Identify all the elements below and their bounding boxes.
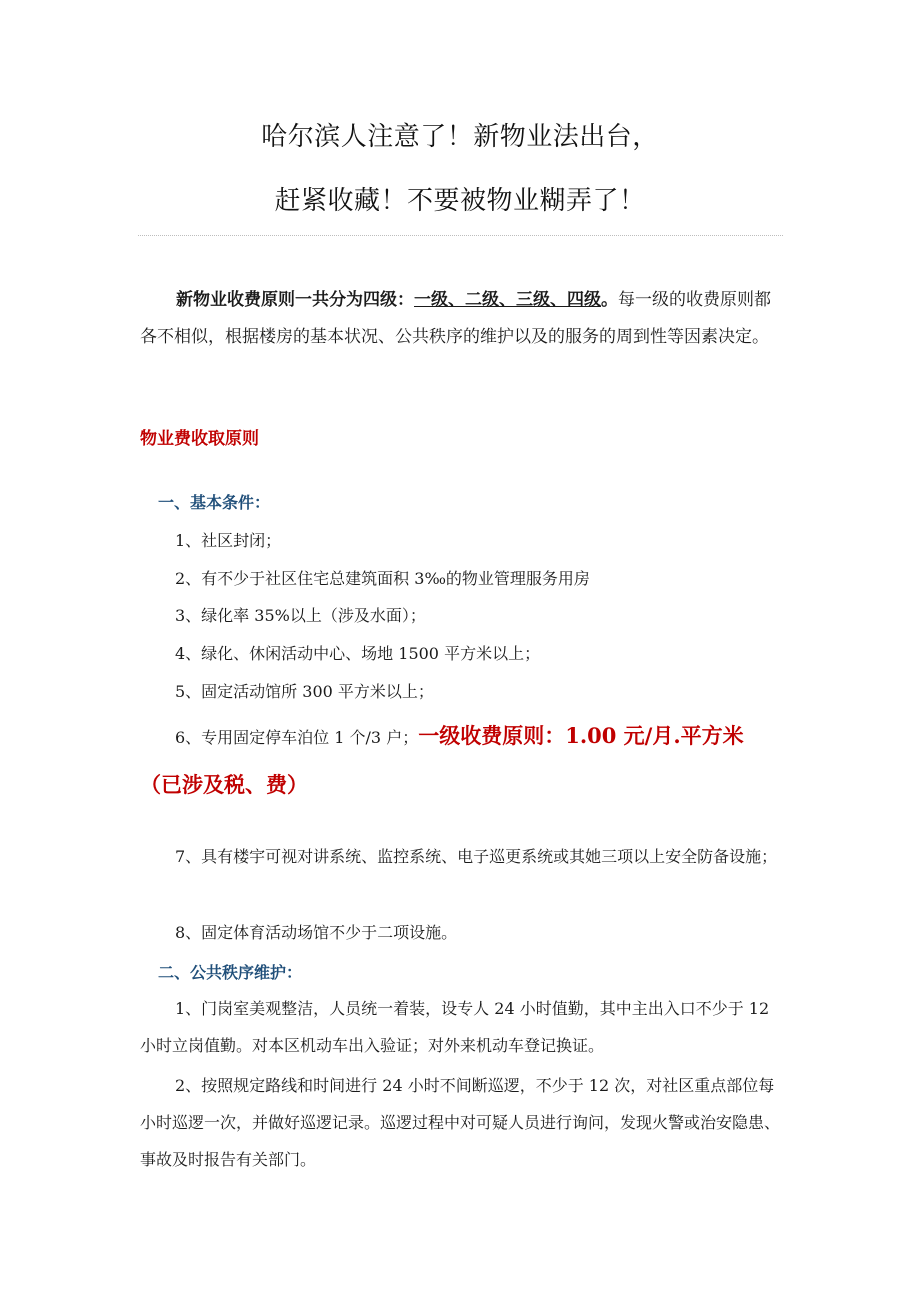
page-title-line-2: 赶紧收藏！不要被物业糊弄了！ [274, 186, 646, 216]
basic-item-6-text: 6、专用固定停车泊位 1 个/3 户； [175, 728, 419, 747]
basic-item-5: 5、固定活动馆所 300 平方米以上； [175, 682, 434, 701]
page-title-line-1: 哈尔滨人注意了！新物业法出台， [261, 122, 659, 152]
basic-item-2: 2、有不少于社区住宅总建筑面积 3‰的物业管理服务用房 [175, 569, 590, 588]
basic-item-1: 1、社区封闭； [175, 531, 282, 550]
intro-rest: 每一级的收费原则都各不相似，根据楼房的基本状况、公共秩序的维护以及的服务的周到性等因素决定。 [140, 290, 771, 347]
section-heading: 物业费收取原则 [140, 429, 259, 449]
fee-standard-level-1: 一级收费原则：1.00 元/月.平方米 [418, 723, 744, 748]
intro-levels: 一级、二级、三级、四级 [414, 290, 601, 310]
intro-lead: 新物业收费原则一共分为四级： [176, 290, 414, 310]
basic-item-4: 4、绿化、休闲活动中心、场地 1500 平方米以上； [175, 644, 541, 663]
basic-conditions-heading: 一、基本条件： [158, 493, 271, 512]
fee-standard-note: （已涉及税、费） [140, 772, 308, 797]
basic-item-6 [175, 724, 744, 750]
title-divider [138, 235, 783, 236]
public-order-item-1: 1、门岗室美观整洁，人员统一着装，设专人 24 小时值勤，其中主出入口不少于 12 小时立岗值勤。对本区机动车出入验证；对外来机动车登记换证。 [140, 999, 770, 1055]
basic-item-3: 3、绿化率 35%以上（涉及水面）； [175, 606, 426, 625]
intro-period: 。 [601, 290, 618, 310]
public-order-item-2: 2、按照规定路线和时间进行 24 小时不间断巡逻，不少于 12 次，对社区重点部位每小时巡逻一次，并做好巡逻记录。巡逻过程中对可疑人员进行询问，发现火警或治安隐患、事故及时报告有关部门。 [140, 1076, 781, 1169]
intro-paragraph [140, 282, 785, 356]
basic-item-7: 7、具有楼宇可视对讲系统、监控系统、电子巡更系统或其她三项以上安全防备设施； [175, 847, 778, 866]
basic-item-8: 8、固定体育活动场馆不少于二项设施。 [175, 923, 458, 942]
public-order-heading: 二、公共秩序维护： [158, 963, 303, 982]
